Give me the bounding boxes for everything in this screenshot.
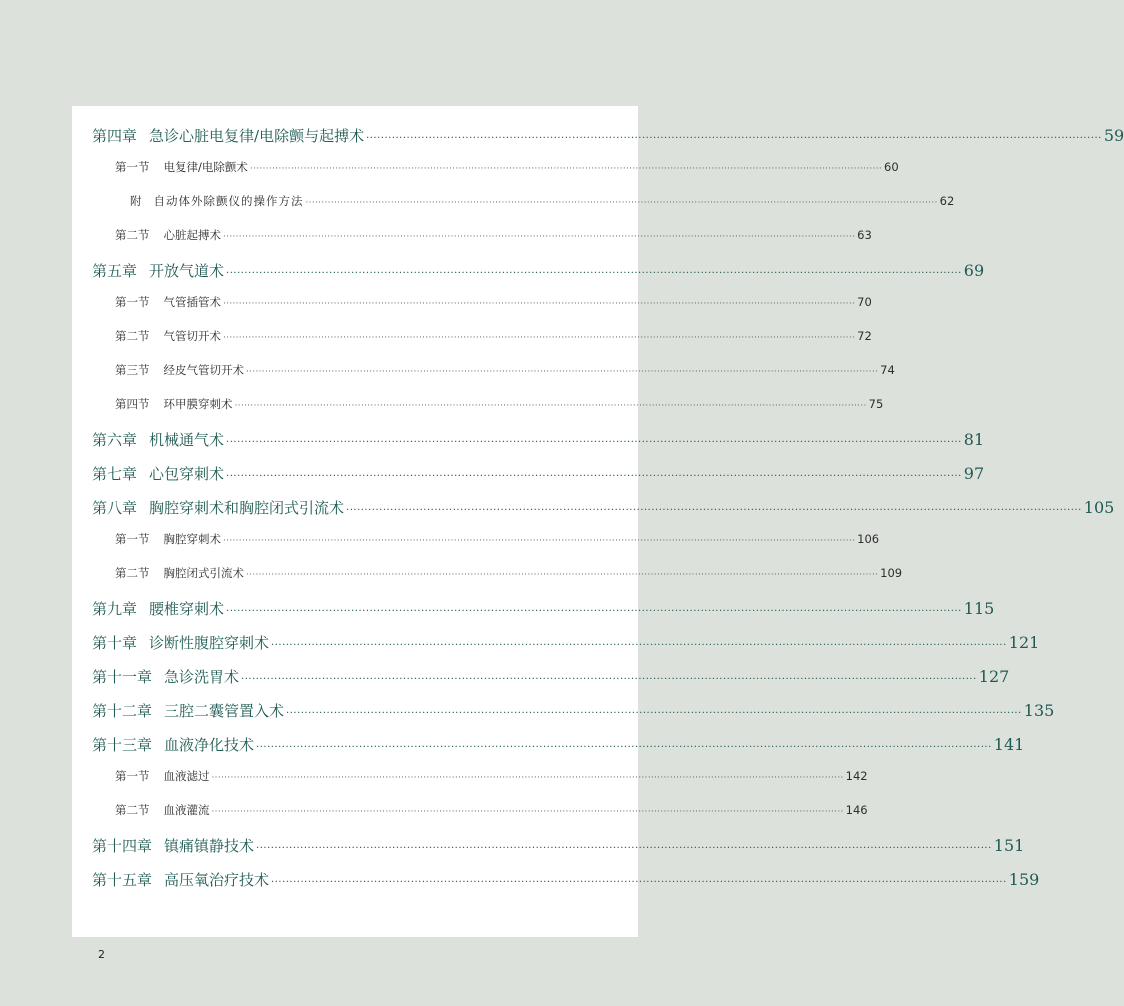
toc-section-entry <box>115 362 895 378</box>
toc-leader-dots: ········································································································································································································ <box>211 807 844 817</box>
toc-entry-page: 72 <box>857 329 872 343</box>
toc-entry-title: 腰椎穿刺术 <box>149 600 225 618</box>
toc-section-entry <box>115 294 872 310</box>
toc-leader-dots: ········································································································································································································ <box>271 877 1007 888</box>
toc-entry-number: 第二节 <box>115 803 150 817</box>
toc-entry-page: 81 <box>963 430 985 449</box>
toc-leader-dots: ········································································································································································································ <box>223 536 856 546</box>
toc-entry-page: 127 <box>978 667 1010 686</box>
toc-appendix-entry <box>130 193 955 209</box>
toc-entry-number: 附 <box>130 194 142 208</box>
toc-entry-title: 三腔二囊管置入术 <box>164 702 285 720</box>
toc-chapter-entry <box>92 497 1115 518</box>
toc-leader-dots: ········································································································································································································ <box>226 471 962 482</box>
toc-entry-number: 第八章 <box>92 499 138 517</box>
toc-section-entry <box>115 802 868 818</box>
toc-entry-title: 诊断性腹腔穿刺术 <box>149 634 270 652</box>
toc-entry-page: 109 <box>880 566 903 580</box>
toc-leader-dots: ········································································································································································································ <box>226 437 962 448</box>
toc-entry-page: 141 <box>993 735 1025 754</box>
toc-entry-number: 第一节 <box>115 160 150 174</box>
toc-entry-page: 75 <box>868 397 884 411</box>
toc-entry-title: 气管切开术 <box>163 329 221 343</box>
toc-leader-dots: ········································································································································································································ <box>246 367 879 377</box>
toc-entry-number: 第十四章 <box>92 837 153 855</box>
toc-chapter-entry <box>92 463 985 484</box>
toc-entry-number: 第六章 <box>92 431 138 449</box>
toc-entry-title: 胸腔闭式引流术 <box>163 566 244 580</box>
toc-entry-number: 第七章 <box>92 465 138 483</box>
toc-entry-title: 气管插管术 <box>163 295 221 309</box>
toc-entry-number: 第一节 <box>115 532 150 546</box>
toc-entry-title: 环甲膜穿刺术 <box>163 397 233 411</box>
toc-entry-number: 第二节 <box>115 566 150 580</box>
toc-section-entry <box>115 531 880 547</box>
toc-entry-page: 70 <box>857 295 872 309</box>
toc-entry-title: 胸腔穿刺术 <box>163 532 221 546</box>
toc-entry-page: 142 <box>845 769 868 783</box>
toc-leader-dots: ········································································································································································································ <box>366 133 1102 144</box>
toc-entry-page: 105 <box>1083 498 1115 517</box>
toc-entry-page: 74 <box>880 363 895 377</box>
toc-chapter-entry <box>92 429 985 450</box>
toc-entry-title: 经皮气管切开术 <box>163 363 244 377</box>
toc-leader-dots: ········································································································································································································ <box>286 708 1022 719</box>
toc-entry-page: 69 <box>963 261 985 280</box>
toc-entry-number: 第十三章 <box>92 736 153 754</box>
toc-entry-title: 电复律/电除颤术 <box>163 160 248 174</box>
toc-entry-page: 159 <box>1008 870 1040 889</box>
toc-entry-number: 第二节 <box>115 329 150 343</box>
toc-entry-page: 115 <box>963 599 995 618</box>
toc-entry-number: 第一节 <box>115 769 150 783</box>
toc-section-entry <box>115 396 884 412</box>
toc-section-entry <box>115 159 899 175</box>
toc-leader-dots: ········································································································································································································ <box>256 742 992 753</box>
toc-entry-title: 镇痛镇静技术 <box>164 837 255 855</box>
toc-leader-dots: ········································································································································································································ <box>226 606 962 617</box>
toc-entry-title: 高压氧治疗技术 <box>164 871 270 889</box>
toc-chapter-entry <box>92 734 1025 755</box>
toc-section-entry <box>115 227 872 243</box>
toc-page <box>72 106 1124 937</box>
toc-entry-number: 第十章 <box>92 634 138 652</box>
toc-entry-page: 60 <box>884 160 899 174</box>
page-number: 2 <box>98 948 105 961</box>
toc-entry-title: 心脏起搏术 <box>163 228 221 242</box>
toc-leader-dots: ········································································································································································································ <box>223 299 856 309</box>
toc-entry-title: 血液净化技术 <box>164 736 255 754</box>
toc-chapter-entry <box>92 835 1025 856</box>
toc-entry-number: 第十二章 <box>92 702 153 720</box>
toc-entry-page: 97 <box>963 464 985 483</box>
toc-entry-page: 62 <box>939 194 955 208</box>
toc-section-entry <box>115 328 872 344</box>
toc-entry-page: 106 <box>857 532 880 546</box>
toc-entry-number: 第四节 <box>115 397 150 411</box>
toc-entry-number: 第九章 <box>92 600 138 618</box>
toc-chapter-entry <box>92 632 1040 653</box>
toc-chapter-entry <box>92 666 1010 687</box>
toc-leader-dots: ········································································································································································································ <box>223 333 856 343</box>
toc-leader-dots: ········································································································································································································ <box>241 674 977 685</box>
toc-section-entry <box>115 768 868 784</box>
toc-entry-number: 第五章 <box>92 262 138 280</box>
toc-entry-page: 63 <box>857 228 872 242</box>
toc-leader-dots: ········································································································································································································ <box>256 843 992 854</box>
toc-chapter-entry <box>92 125 1124 146</box>
toc-entry-page: 121 <box>1008 633 1040 652</box>
toc-entry-title: 血液滤过 <box>163 769 210 783</box>
toc-leader-dots: ········································································································································································································ <box>305 198 938 208</box>
toc-entry-number: 第十一章 <box>92 668 153 686</box>
toc-entry-number: 第二节 <box>115 228 150 242</box>
toc-entry-page: 59 <box>1103 126 1124 145</box>
toc-chapter-entry <box>92 260 985 281</box>
toc-entry-title: 开放气道术 <box>149 262 225 280</box>
toc-entry-title: 机械通气术 <box>149 431 225 449</box>
toc-leader-dots: ········································································································································································································ <box>234 401 867 411</box>
toc-entry-title: 血液灌流 <box>163 803 210 817</box>
toc-chapter-entry <box>92 700 1055 721</box>
toc-entry-number: 第十五章 <box>92 871 153 889</box>
toc-leader-dots: ········································································································································································································ <box>249 164 883 174</box>
toc-entry-title: 急诊心脏电复律/电除颤与起搏术 <box>149 127 365 145</box>
toc-leader-dots: ········································································································································································································ <box>346 505 1082 516</box>
toc-leader-dots: ········································································································································································································ <box>223 232 856 242</box>
toc-chapter-entry <box>92 598 995 619</box>
toc-leader-dots: ········································································································································································································ <box>226 268 962 279</box>
toc-entry-number: 第三节 <box>115 363 150 377</box>
toc-entry-number: 第四章 <box>92 127 138 145</box>
toc-leader-dots: ········································································································································································································ <box>211 773 844 783</box>
toc-entry-page: 151 <box>993 836 1025 855</box>
toc-entry-title: 自动体外除颤仪的操作方法 <box>153 194 304 208</box>
toc-entry-page: 146 <box>845 803 868 817</box>
toc-entry-title: 急诊洗胃术 <box>164 668 240 686</box>
toc-entry-title: 心包穿刺术 <box>149 465 225 483</box>
toc-entry-page: 135 <box>1023 701 1055 720</box>
toc-leader-dots: ········································································································································································································ <box>271 640 1007 651</box>
toc-section-entry <box>115 565 903 581</box>
toc-entry-title: 胸腔穿刺术和胸腔闭式引流术 <box>149 499 345 517</box>
toc-leader-dots: ········································································································································································································ <box>246 570 879 580</box>
toc-entry-number: 第一节 <box>115 295 150 309</box>
toc-chapter-entry <box>92 869 1040 890</box>
